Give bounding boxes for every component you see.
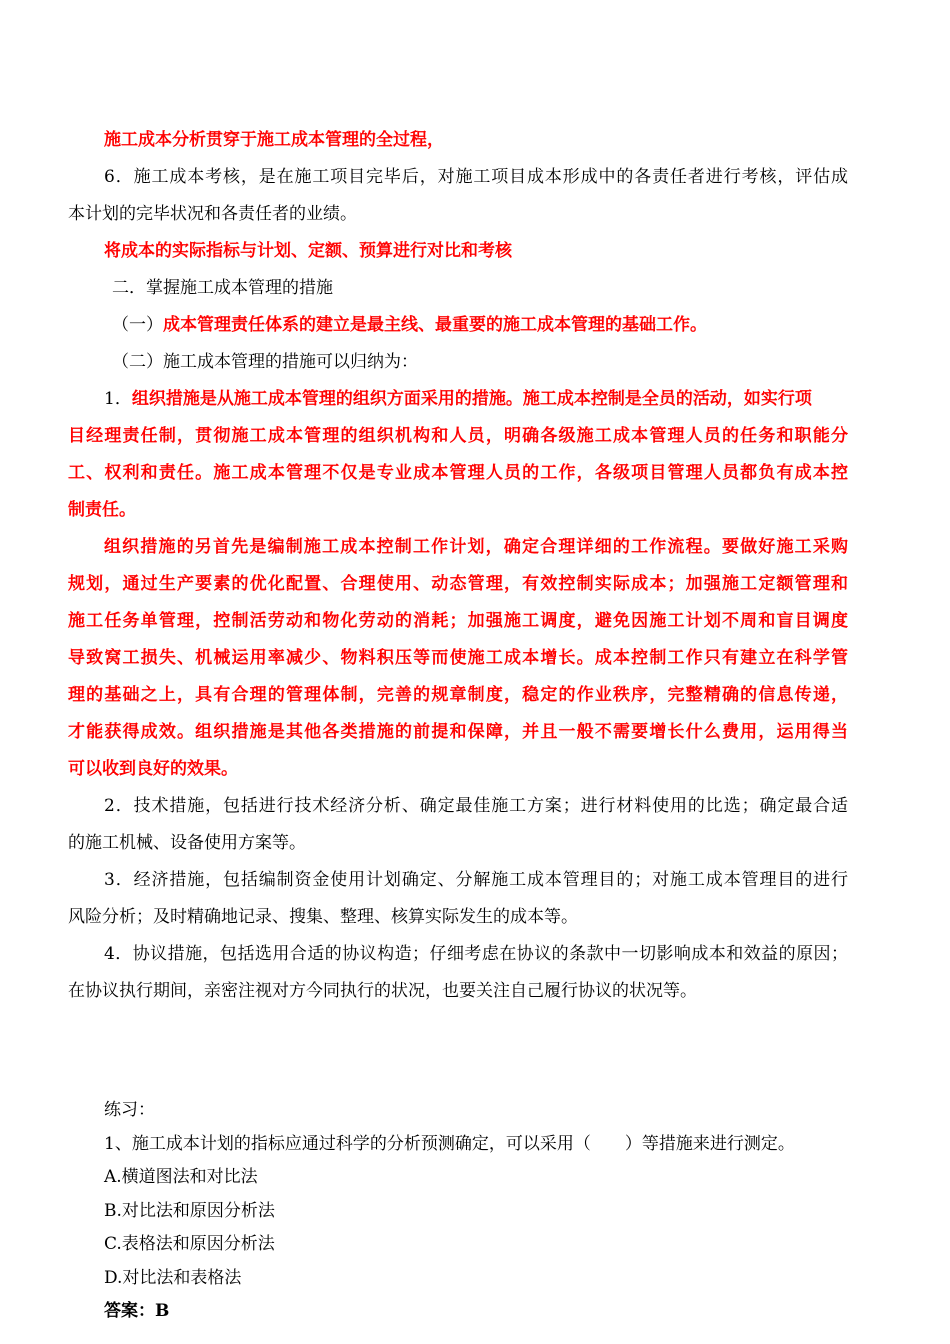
highlighted-text: 组织措施是从施工成本管理的组织方面采用的措施。施工成本控制是全员的活动，如实行项	[131, 389, 812, 409]
paragraph-line: 将成本的实际指标与计划、定额、预算进行对比和考核	[104, 241, 512, 261]
paragraph-line	[68, 307, 848, 344]
paragraph-line: 导致窝工损失、机械运用率减少、物料积压等而使施工成本增长。成本控制工作只有建立在科学管	[68, 648, 848, 668]
paragraph-line: （二）施工成本管理的措施可以归纳为：	[112, 352, 418, 372]
highlighted-text: 成本管理责任体系的建立是最主线、最重要的施工成本管理的基础工作。	[163, 315, 707, 335]
paragraph-line: 施工任务单管理，控制活劳动和物化劳动的消耗；加强施工调度，避免因施工计划不周和盲目调度	[68, 611, 848, 631]
option-c: C.表格法和原因分析法	[104, 1234, 275, 1254]
paragraph-line: 本计划的完毕状况和各责任者的业绩。	[68, 204, 357, 224]
paragraph-line: 2．技术措施，包括进行技术经济分析、确定最佳施工方案；进行材料使用的比选；确定最合适	[104, 796, 848, 816]
option-b: B.对比法和原因分析法	[104, 1200, 275, 1221]
paragraph-line: 理的基础之上，具有合理的管理体制，完善的规章制度，稳定的作业秩序，完整精确的信息传递，	[68, 685, 848, 705]
paragraph-line: 工、权利和责任。施工成本管理不仅是专业成本管理人员的工作，各级项目管理人员都负有成本控	[68, 463, 848, 483]
paragraph-line: 规划，通过生产要素的优化配置、合理使用、动态管理，有效控制实际成本；加强施工定额管理和	[68, 574, 848, 594]
answer-line: 答案：B	[104, 1301, 170, 1321]
exercise-heading: 练习：	[104, 1100, 155, 1120]
spacer	[68, 1010, 848, 1094]
paragraph-line: 的施工机械、设备使用方案等。	[68, 833, 306, 853]
exercise-question: 1、施工成本计划的指标应通过科学的分析预测确定，可以采用（ ）等措施来进行测定。	[104, 1133, 795, 1154]
paragraph-line: 制责任。	[68, 500, 136, 520]
paragraph-line: 施工成本分析贯穿于施工成本管理的全过程，	[104, 130, 444, 150]
section-heading: 二．掌握施工成本管理的措施	[112, 278, 333, 298]
option-d: D.对比法和表格法	[104, 1267, 242, 1288]
paragraph-line: 在协议执行期间，亲密注视对方今同执行的状况，也要关注自己履行协议的状况等。	[68, 981, 697, 1001]
paragraph-line: 4．协议措施，包括选用合适的协议构造；仔细考虑在协议的条款中一切影响成本和效益的原因；	[104, 944, 848, 964]
paragraph-line: 才能获得成效。组织措施是其他各类措施的前提和保障，并且一般不需要增长什么费用，运用得当	[68, 722, 848, 742]
paragraph-line: 3．经济措施，包括编制资金使用计划确定、分解施工成本管理目的；对施工成本管理目的进行	[104, 870, 848, 890]
paragraph-line	[68, 381, 848, 418]
paragraph-line: 目经理责任制，贯彻施工成本管理的组织机构和人员，明确各级施工成本管理人员的任务和职能分	[68, 426, 848, 446]
paragraph-line: 风险分析；及时精确地记录、搜集、整理、核算实际发生的成本等。	[68, 907, 578, 927]
paragraph-line: 可以收到良好的效果。	[68, 759, 238, 779]
document-page	[68, 122, 848, 1329]
line-prefix: （一）	[112, 315, 163, 335]
exercise-section	[68, 1094, 848, 1329]
paragraph-line: 6．施工成本考核，是在施工项目完毕后，对施工项目成本形成中的各责任者进行考核，评估成	[104, 167, 848, 187]
paragraph-line: 组织措施的另首先是编制施工成本控制工作计划，确定合理详细的工作流程。要做好施工采购	[104, 537, 848, 557]
option-a: A.横道图法和对比法	[104, 1167, 258, 1187]
line-prefix: 1．	[104, 389, 132, 409]
